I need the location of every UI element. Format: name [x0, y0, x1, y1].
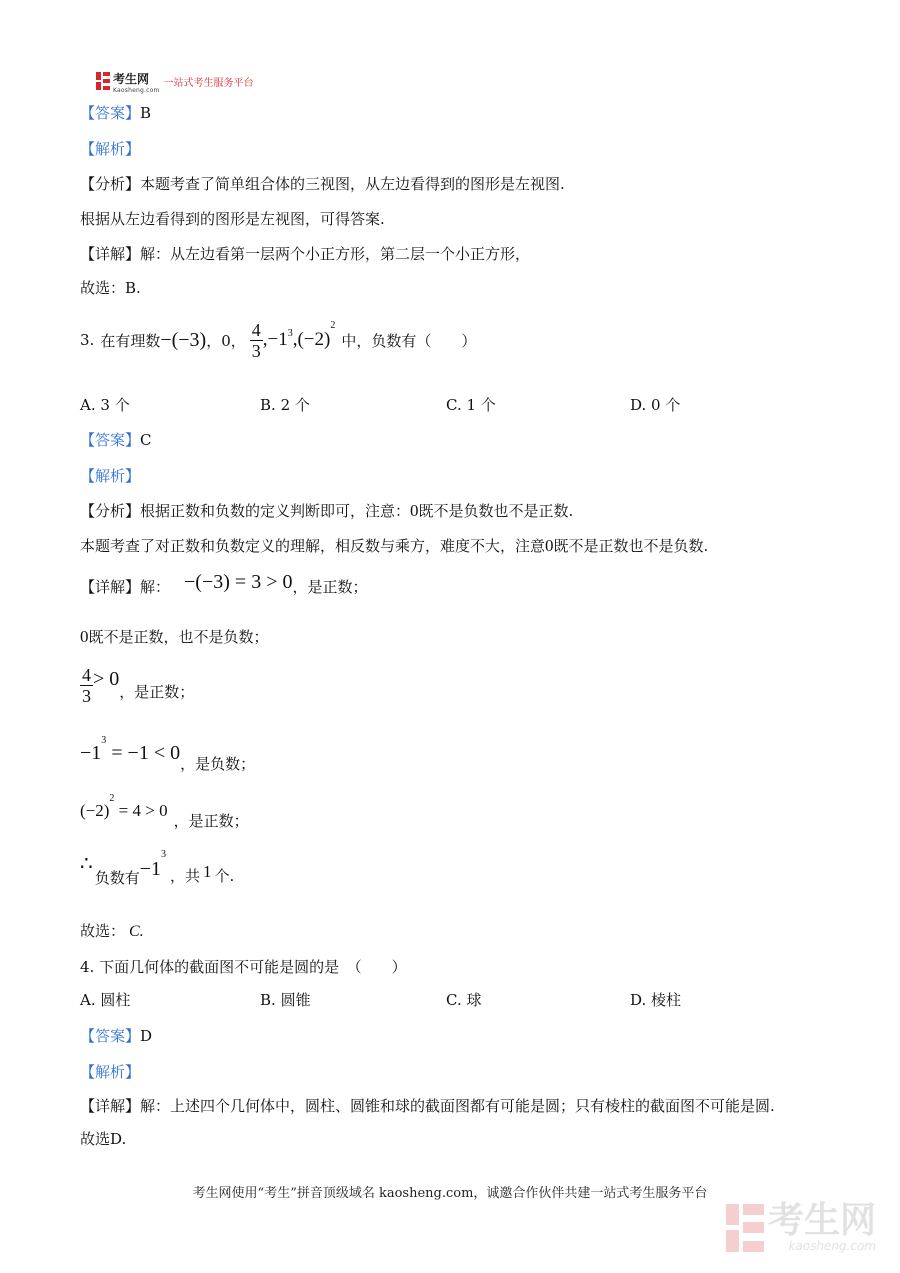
q3-step1: 【详解】 解： −(−3) = 3 > 0 ，是正数；: [80, 570, 368, 596]
q4-analysis-line: [80, 1061, 140, 1082]
q2-answer-line: [80, 102, 151, 123]
q2-reason-line: 根据从左边看得到的图形是左视图，可得答案.: [80, 210, 385, 228]
fenxi-tag: 【分析】: [80, 175, 141, 193]
q3-math-neg3: −(−3): [160, 328, 207, 351]
q3-stem-pre: 在有理数: [100, 331, 161, 350]
q3-number: 3.: [80, 331, 95, 349]
q3-option-d[interactable]: D. 0 个: [630, 396, 681, 414]
q3-step2: 0既不是正数，也不是负数；: [80, 627, 269, 646]
logo-url: Kaosheng.com: [113, 86, 160, 94]
q3-stem: [80, 310, 476, 370]
q3-step5: $(-2)^2 = 4 > 0$ ，是正数；: [80, 792, 249, 830]
q4-option-b[interactable]: B. 圆锥: [260, 991, 311, 1009]
watermark-url: kaosheng.com: [788, 1239, 876, 1253]
q2-choose-line: 故选：B.: [80, 279, 141, 297]
answer-value: C: [140, 431, 152, 449]
q3-step6: ∴ 负数有 $-1^3$ ，共 1 个.: [80, 849, 235, 887]
q3-answer-line: [80, 429, 152, 450]
q2-analysis-line: [80, 138, 140, 159]
answer-tag: 【答案】: [80, 1027, 141, 1045]
q4-option-a[interactable]: A. 圆柱: [80, 991, 131, 1009]
logo-slogan: 一站式考生服务平台: [163, 77, 254, 89]
watermark-logo: [726, 1200, 876, 1253]
step3-fraction: $\frac{4}{3}$: [82, 664, 91, 706]
q2-detail-line: [80, 243, 530, 264]
logo-name: 考生网: [113, 71, 150, 86]
detail-tag: 【详解】: [80, 245, 141, 263]
q3-option-c[interactable]: C. 1 个: [446, 396, 496, 414]
watermark-name: 考生网: [767, 1200, 876, 1241]
watermark-mark-icon: [726, 1204, 764, 1252]
q3-stem-post: 中，负数有（ ）: [341, 331, 477, 350]
step1-math: −(−3) = 3 > 0: [184, 570, 293, 593]
answer-value: B: [140, 104, 152, 122]
q4-stem: 4. 下面几何体的截面图不可能是圆的是 （ ）: [80, 958, 407, 976]
q3-sep: ，0，: [206, 331, 246, 350]
q3-option-a[interactable]: A. 3 个: [80, 396, 130, 414]
q3-step4: $-1^3 = -1 < 0$ ，是负数；: [80, 735, 256, 773]
detail-text: 解：从左边看第一层两个小正方形，第二层一个小正方形，: [140, 245, 531, 263]
answer-tag: 【答案】: [80, 104, 141, 122]
q3-step3: $\frac{4}{3}$ > 0 ，是正数；: [82, 664, 195, 706]
q4-options: [80, 989, 810, 1010]
q4-option-c[interactable]: C. 球: [446, 991, 482, 1009]
fraction-denominator: 3: [251, 340, 261, 361]
q4-detail-line: 【详解】解：上述四个几何体中，圆柱、圆锥和球的截面图都有可能是圆；只有棱柱的截面图不可能是圆.: [80, 1097, 775, 1115]
q3-option-b[interactable]: B. 2 个: [260, 396, 310, 414]
q3-options: [80, 394, 810, 415]
logo-mark-icon: [96, 72, 110, 90]
answer-value: D: [140, 1027, 153, 1045]
analysis-tag: 【解析】: [80, 1063, 141, 1081]
q3-fenxi-line: 【分析】根据正数和负数的定义判断即可，注意：0既不是负数也不是正数.: [80, 501, 574, 520]
q2-fenxi-line: [80, 173, 565, 194]
header-logo: [96, 70, 254, 92]
analysis-tag: 【解析】: [80, 140, 141, 158]
q3-summary-line: 本题考查了对正数和负数定义的理解，相反数与乘方，难度不大，注意0既不是正数也不是负数.: [80, 536, 709, 555]
q3-analysis-line: [80, 465, 140, 486]
q4-answer-line: [80, 1025, 152, 1046]
q3-choose-line: 故选： C.: [80, 922, 144, 940]
q4-option-d[interactable]: D. 棱柱: [630, 991, 682, 1009]
answer-tag: 【答案】: [80, 431, 141, 449]
analysis-tag: 【解析】: [80, 467, 141, 485]
page-footer: 考生网使用“考生”拼音顶级域名 kaosheng.com，诚邀合作伙伴共建一站式考生服务平台: [192, 1186, 708, 1201]
fenxi-text: 本题考查了简单组合体的三视图，从左边看得到的图形是左视图.: [140, 175, 565, 193]
q3-math-list: $,-1^3,(-2)^2$: [262, 319, 336, 350]
q3-fraction: [250, 320, 263, 361]
q4-choose-line: 故选D.: [80, 1130, 127, 1148]
fraction-numerator: 4: [251, 319, 261, 340]
